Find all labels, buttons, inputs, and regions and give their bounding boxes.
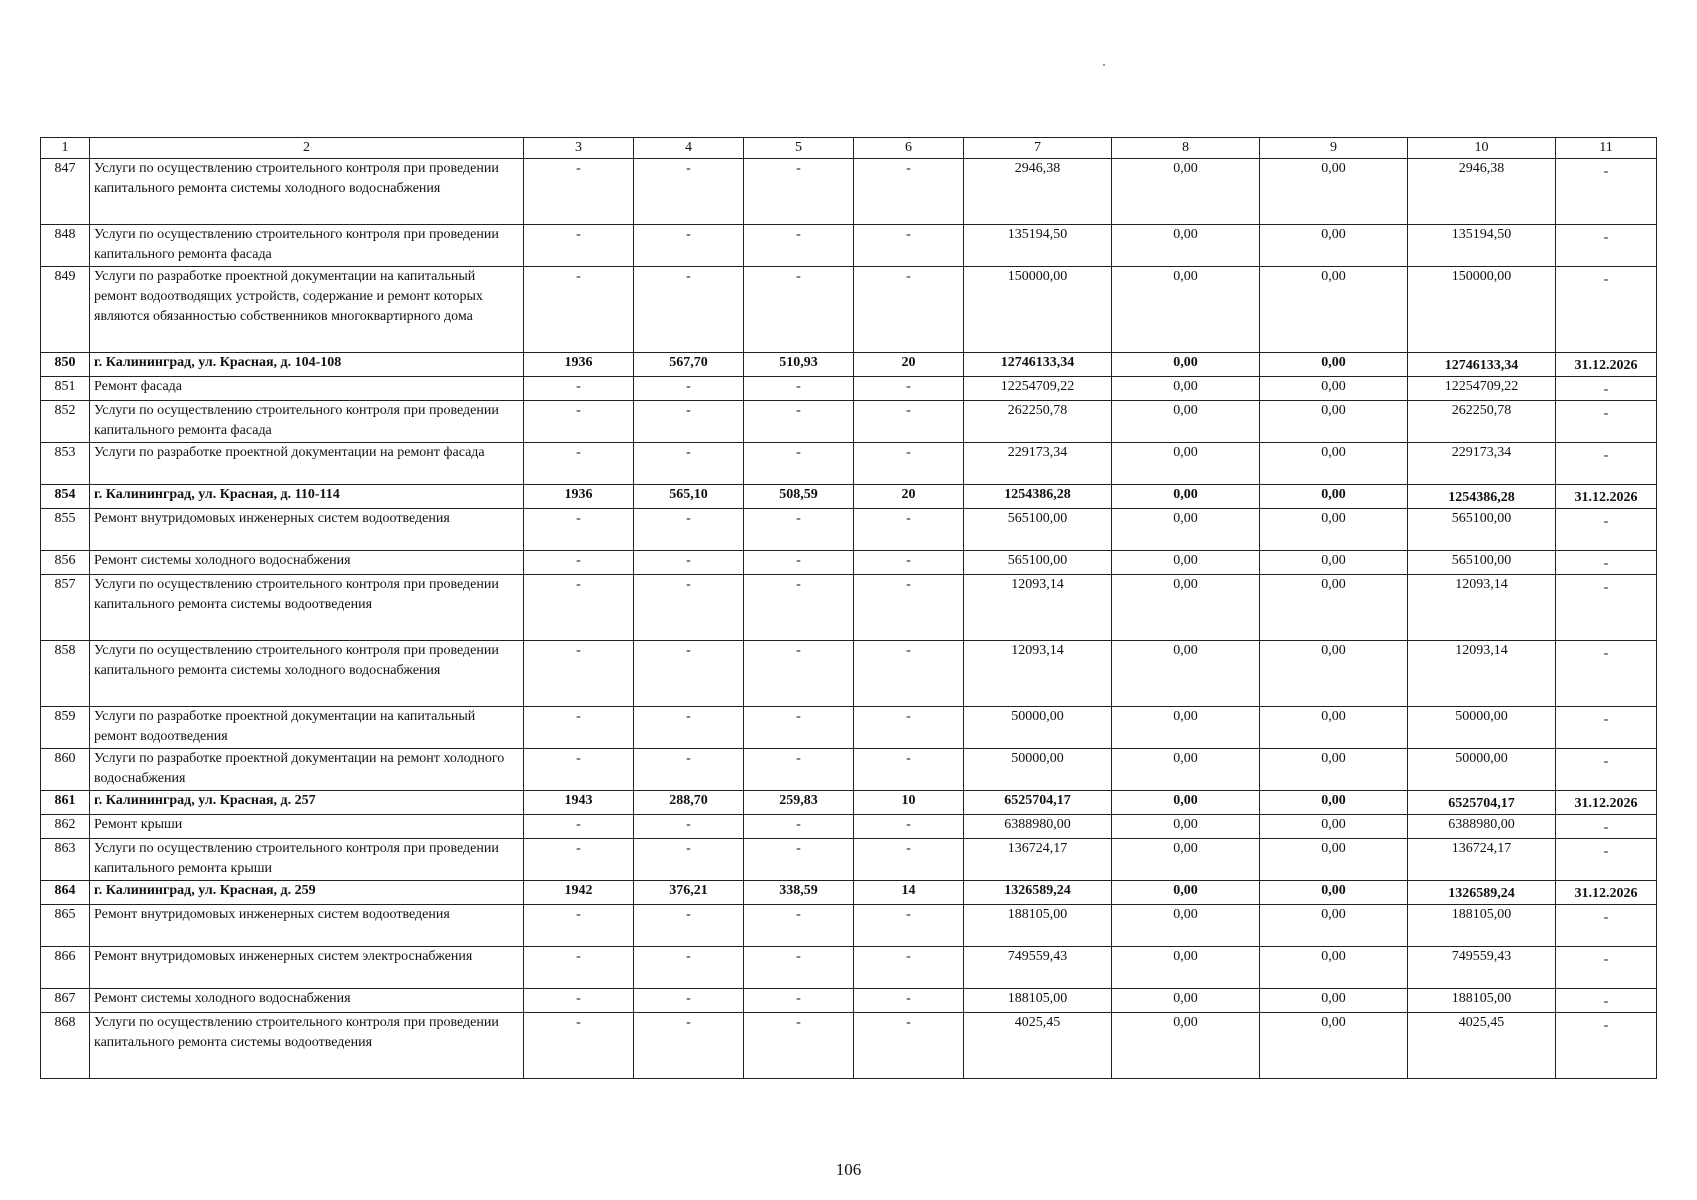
col10-owner-funds: 135194,50 [1408, 225, 1556, 267]
col3-year: - [524, 551, 634, 575]
row-description: Услуги по осуществлению строительного контроля при проведении капитального ремонта системы холодного водоснабжения [90, 159, 524, 225]
col4-area-total: - [634, 575, 744, 641]
col5-area-living: - [744, 551, 854, 575]
col9-regional: 0,00 [1260, 1013, 1408, 1079]
col5-area-living: - [744, 641, 854, 707]
col6-residents: - [854, 225, 964, 267]
address-row [41, 485, 1657, 509]
col8-federal: 0,00 [1112, 377, 1260, 401]
col4-area-total: - [634, 159, 744, 225]
col10-owner-funds: 229173,34 [1408, 443, 1556, 485]
col8-federal: 0,00 [1112, 401, 1260, 443]
row-description: Ремонт фасада [90, 377, 524, 401]
column-header: 10 [1408, 138, 1556, 159]
col3-year: - [524, 989, 634, 1013]
work-row [41, 159, 1657, 225]
row-description: Ремонт внутридомовых инженерных систем водоотведения [90, 905, 524, 947]
col8-federal: 0,00 [1112, 575, 1260, 641]
col7-total-cost: 229173,34 [964, 443, 1112, 485]
col3-year: - [524, 159, 634, 225]
col7-total-cost: 50000,00 [964, 707, 1112, 749]
row-number: 848 [41, 225, 90, 267]
row-number: 863 [41, 839, 90, 881]
col3-year: - [524, 377, 634, 401]
col4-area-total: - [634, 1013, 744, 1079]
work-row [41, 947, 1657, 989]
col10-owner-funds: 12746133,34 [1408, 353, 1556, 377]
col11-deadline: - [1556, 839, 1657, 881]
col8-federal: 0,00 [1112, 707, 1260, 749]
col9-regional: 0,00 [1260, 989, 1408, 1013]
work-row [41, 401, 1657, 443]
column-header: 4 [634, 138, 744, 159]
col4-area-total: 567,70 [634, 353, 744, 377]
row-description: Ремонт системы холодного водоснабжения [90, 989, 524, 1013]
col9-regional: 0,00 [1260, 947, 1408, 989]
work-row [41, 989, 1657, 1013]
work-row [41, 749, 1657, 791]
col10-owner-funds: 188105,00 [1408, 905, 1556, 947]
col7-total-cost: 12093,14 [964, 641, 1112, 707]
col8-federal: 0,00 [1112, 509, 1260, 551]
col10-owner-funds: 6525704,17 [1408, 791, 1556, 815]
col9-regional: 0,00 [1260, 839, 1408, 881]
col11-deadline: - [1556, 707, 1657, 749]
col7-total-cost: 136724,17 [964, 839, 1112, 881]
row-number: 859 [41, 707, 90, 749]
col8-federal: 0,00 [1112, 443, 1260, 485]
address-row [41, 791, 1657, 815]
row-description: г. Калининград, ул. Красная, д. 257 [90, 791, 524, 815]
col6-residents: - [854, 749, 964, 791]
col3-year: - [524, 225, 634, 267]
work-row [41, 1013, 1657, 1079]
col11-deadline: - [1556, 377, 1657, 401]
col6-residents: - [854, 839, 964, 881]
col7-total-cost: 188105,00 [964, 989, 1112, 1013]
col4-area-total: - [634, 641, 744, 707]
col5-area-living: - [744, 815, 854, 839]
col11-deadline: - [1556, 641, 1657, 707]
col9-regional: 0,00 [1260, 267, 1408, 353]
col4-area-total: - [634, 377, 744, 401]
col5-area-living: 338,59 [744, 881, 854, 905]
col8-federal: 0,00 [1112, 641, 1260, 707]
col8-federal: 0,00 [1112, 839, 1260, 881]
col10-owner-funds: 50000,00 [1408, 707, 1556, 749]
row-description: Услуги по разработке проектной документации на капитальный ремонт водоотведения [90, 707, 524, 749]
col5-area-living: - [744, 377, 854, 401]
col9-regional: 0,00 [1260, 551, 1408, 575]
row-number: 855 [41, 509, 90, 551]
row-description: г. Калининград, ул. Красная, д. 110-114 [90, 485, 524, 509]
work-row [41, 225, 1657, 267]
work-row [41, 707, 1657, 749]
col11-deadline: - [1556, 575, 1657, 641]
col7-total-cost: 12093,14 [964, 575, 1112, 641]
col4-area-total: - [634, 443, 744, 485]
col6-residents: 20 [854, 353, 964, 377]
row-description: Ремонт внутридомовых инженерных систем электроснабжения [90, 947, 524, 989]
col3-year: 1936 [524, 353, 634, 377]
work-row [41, 641, 1657, 707]
column-header: 6 [854, 138, 964, 159]
row-description: Услуги по осуществлению строительного контроля при проведении капитального ремонта системы холодного водоснабжения [90, 641, 524, 707]
row-number: 847 [41, 159, 90, 225]
col7-total-cost: 1254386,28 [964, 485, 1112, 509]
col11-deadline: - [1556, 509, 1657, 551]
row-description: Услуги по разработке проектной документации на ремонт фасада [90, 443, 524, 485]
col10-owner-funds: 50000,00 [1408, 749, 1556, 791]
col4-area-total: - [634, 839, 744, 881]
col11-deadline: 31.12.2026 [1556, 353, 1657, 377]
row-number: 852 [41, 401, 90, 443]
row-number: 850 [41, 353, 90, 377]
col3-year: - [524, 839, 634, 881]
row-description: г. Калининград, ул. Красная, д. 104-108 [90, 353, 524, 377]
col10-owner-funds: 6388980,00 [1408, 815, 1556, 839]
col9-regional: 0,00 [1260, 815, 1408, 839]
col8-federal: 0,00 [1112, 551, 1260, 575]
col4-area-total: - [634, 905, 744, 947]
col6-residents: 10 [854, 791, 964, 815]
col11-deadline: - [1556, 225, 1657, 267]
col8-federal: 0,00 [1112, 881, 1260, 905]
col10-owner-funds: 150000,00 [1408, 267, 1556, 353]
col7-total-cost: 6388980,00 [964, 815, 1112, 839]
page-number: 106 [835, 1160, 862, 1179]
row-number: 853 [41, 443, 90, 485]
col11-deadline: - [1556, 443, 1657, 485]
col5-area-living: - [744, 707, 854, 749]
col6-residents: - [854, 159, 964, 225]
col8-federal: 0,00 [1112, 225, 1260, 267]
column-header: 11 [1556, 138, 1657, 159]
col9-regional: 0,00 [1260, 707, 1408, 749]
register-table-container [40, 137, 1656, 1079]
col8-federal: 0,00 [1112, 749, 1260, 791]
column-header: 3 [524, 138, 634, 159]
column-number-row [41, 138, 1657, 159]
column-header: 1 [41, 138, 90, 159]
row-description: Услуги по разработке проектной документации на капитальный ремонт водоотводящих устройств, содержание и ремонт которых являются обязанностью собственников многоквартирного дома [90, 267, 524, 353]
col4-area-total: - [634, 989, 744, 1013]
col5-area-living: - [744, 267, 854, 353]
col7-total-cost: 50000,00 [964, 749, 1112, 791]
row-description: Услуги по осуществлению строительного контроля при проведении капитального ремонта фасада [90, 225, 524, 267]
work-row [41, 551, 1657, 575]
col9-regional: 0,00 [1260, 225, 1408, 267]
row-description: Услуги по осуществлению строительного контроля при проведении капитального ремонта системы водоотведения [90, 575, 524, 641]
col8-federal: 0,00 [1112, 815, 1260, 839]
col10-owner-funds: 1254386,28 [1408, 485, 1556, 509]
col10-owner-funds: 565100,00 [1408, 509, 1556, 551]
work-row [41, 575, 1657, 641]
col11-deadline: - [1556, 947, 1657, 989]
col7-total-cost: 749559,43 [964, 947, 1112, 989]
col9-regional: 0,00 [1260, 791, 1408, 815]
row-number: 865 [41, 905, 90, 947]
col6-residents: - [854, 377, 964, 401]
col8-federal: 0,00 [1112, 485, 1260, 509]
col4-area-total: - [634, 947, 744, 989]
col4-area-total: - [634, 749, 744, 791]
col5-area-living: - [744, 1013, 854, 1079]
col4-area-total: - [634, 401, 744, 443]
row-description: Ремонт крыши [90, 815, 524, 839]
work-row [41, 443, 1657, 485]
col10-owner-funds: 12254709,22 [1408, 377, 1556, 401]
col5-area-living: - [744, 509, 854, 551]
col8-federal: 0,00 [1112, 267, 1260, 353]
col9-regional: 0,00 [1260, 749, 1408, 791]
col9-regional: 0,00 [1260, 377, 1408, 401]
col3-year: - [524, 443, 634, 485]
col11-deadline: - [1556, 159, 1657, 225]
col4-area-total: 565,10 [634, 485, 744, 509]
col7-total-cost: 565100,00 [964, 551, 1112, 575]
row-number: 851 [41, 377, 90, 401]
scan-speck [1103, 64, 1105, 66]
column-header: 9 [1260, 138, 1408, 159]
col9-regional: 0,00 [1260, 159, 1408, 225]
column-header: 7 [964, 138, 1112, 159]
col10-owner-funds: 12093,14 [1408, 575, 1556, 641]
col5-area-living: - [744, 401, 854, 443]
table-body [41, 138, 1657, 1079]
col10-owner-funds: 188105,00 [1408, 989, 1556, 1013]
col11-deadline: - [1556, 905, 1657, 947]
col10-owner-funds: 1326589,24 [1408, 881, 1556, 905]
column-header: 5 [744, 138, 854, 159]
col3-year: - [524, 749, 634, 791]
col5-area-living: - [744, 225, 854, 267]
col9-regional: 0,00 [1260, 881, 1408, 905]
register-table [40, 137, 1657, 1079]
col6-residents: - [854, 947, 964, 989]
col3-year: - [524, 947, 634, 989]
col4-area-total: - [634, 509, 744, 551]
row-number: 864 [41, 881, 90, 905]
col11-deadline: - [1556, 401, 1657, 443]
col5-area-living: - [744, 905, 854, 947]
row-description: Услуги по осуществлению строительного контроля при проведении капитального ремонта системы водоотведения [90, 1013, 524, 1079]
col6-residents: - [854, 267, 964, 353]
col6-residents: - [854, 575, 964, 641]
row-number: 861 [41, 791, 90, 815]
row-number: 849 [41, 267, 90, 353]
col5-area-living: - [744, 947, 854, 989]
col6-residents: - [854, 905, 964, 947]
row-description: Ремонт системы холодного водоснабжения [90, 551, 524, 575]
col9-regional: 0,00 [1260, 485, 1408, 509]
col7-total-cost: 12254709,22 [964, 377, 1112, 401]
col3-year: - [524, 401, 634, 443]
col3-year: - [524, 905, 634, 947]
col10-owner-funds: 565100,00 [1408, 551, 1556, 575]
col5-area-living: 510,93 [744, 353, 854, 377]
col3-year: 1942 [524, 881, 634, 905]
col7-total-cost: 150000,00 [964, 267, 1112, 353]
col3-year: - [524, 267, 634, 353]
row-number: 862 [41, 815, 90, 839]
row-description: Услуги по осуществлению строительного контроля при проведении капитального ремонта фасада [90, 401, 524, 443]
col3-year: 1936 [524, 485, 634, 509]
col10-owner-funds: 749559,43 [1408, 947, 1556, 989]
col6-residents: - [854, 707, 964, 749]
col9-regional: 0,00 [1260, 905, 1408, 947]
col5-area-living: - [744, 159, 854, 225]
col7-total-cost: 2946,38 [964, 159, 1112, 225]
col4-area-total: - [634, 815, 744, 839]
col6-residents: - [854, 641, 964, 707]
work-row [41, 839, 1657, 881]
col4-area-total: 376,21 [634, 881, 744, 905]
col6-residents: - [854, 815, 964, 839]
col7-total-cost: 262250,78 [964, 401, 1112, 443]
work-row [41, 267, 1657, 353]
col6-residents: - [854, 401, 964, 443]
col10-owner-funds: 12093,14 [1408, 641, 1556, 707]
col8-federal: 0,00 [1112, 989, 1260, 1013]
col5-area-living: 259,83 [744, 791, 854, 815]
col9-regional: 0,00 [1260, 401, 1408, 443]
column-header: 8 [1112, 138, 1260, 159]
col8-federal: 0,00 [1112, 791, 1260, 815]
col10-owner-funds: 2946,38 [1408, 159, 1556, 225]
row-description: г. Калининград, ул. Красная, д. 259 [90, 881, 524, 905]
col4-area-total: 288,70 [634, 791, 744, 815]
col5-area-living: - [744, 749, 854, 791]
col3-year: - [524, 509, 634, 551]
col9-regional: 0,00 [1260, 509, 1408, 551]
col11-deadline: - [1556, 551, 1657, 575]
col7-total-cost: 1326589,24 [964, 881, 1112, 905]
col4-area-total: - [634, 267, 744, 353]
col4-area-total: - [634, 225, 744, 267]
col5-area-living: - [744, 443, 854, 485]
col4-area-total: - [634, 707, 744, 749]
address-row [41, 353, 1657, 377]
col5-area-living: - [744, 989, 854, 1013]
col11-deadline: - [1556, 1013, 1657, 1079]
col6-residents: - [854, 509, 964, 551]
work-row [41, 815, 1657, 839]
work-row [41, 905, 1657, 947]
col11-deadline: 31.12.2026 [1556, 791, 1657, 815]
col6-residents: - [854, 989, 964, 1013]
col11-deadline: - [1556, 267, 1657, 353]
col8-federal: 0,00 [1112, 353, 1260, 377]
col7-total-cost: 6525704,17 [964, 791, 1112, 815]
col3-year: - [524, 641, 634, 707]
col7-total-cost: 12746133,34 [964, 353, 1112, 377]
col6-residents: - [854, 443, 964, 485]
col3-year: - [524, 1013, 634, 1079]
row-description: Услуги по осуществлению строительного контроля при проведении капитального ремонта крыши [90, 839, 524, 881]
row-description: Ремонт внутридомовых инженерных систем водоотведения [90, 509, 524, 551]
col9-regional: 0,00 [1260, 575, 1408, 641]
col10-owner-funds: 136724,17 [1408, 839, 1556, 881]
col7-total-cost: 135194,50 [964, 225, 1112, 267]
col9-regional: 0,00 [1260, 443, 1408, 485]
work-row [41, 377, 1657, 401]
row-number: 868 [41, 1013, 90, 1079]
row-number: 867 [41, 989, 90, 1013]
row-description: Услуги по разработке проектной документации на ремонт холодного водоснабжения [90, 749, 524, 791]
col4-area-total: - [634, 551, 744, 575]
col7-total-cost: 565100,00 [964, 509, 1112, 551]
col7-total-cost: 4025,45 [964, 1013, 1112, 1079]
col9-regional: 0,00 [1260, 641, 1408, 707]
address-row [41, 881, 1657, 905]
col8-federal: 0,00 [1112, 947, 1260, 989]
col6-residents: 20 [854, 485, 964, 509]
work-row [41, 509, 1657, 551]
row-number: 860 [41, 749, 90, 791]
row-number: 858 [41, 641, 90, 707]
col5-area-living: 508,59 [744, 485, 854, 509]
col11-deadline: - [1556, 815, 1657, 839]
col9-regional: 0,00 [1260, 353, 1408, 377]
col8-federal: 0,00 [1112, 1013, 1260, 1079]
row-number: 856 [41, 551, 90, 575]
col6-residents: - [854, 551, 964, 575]
row-number: 854 [41, 485, 90, 509]
col3-year: 1943 [524, 791, 634, 815]
row-number: 857 [41, 575, 90, 641]
col3-year: - [524, 815, 634, 839]
col10-owner-funds: 262250,78 [1408, 401, 1556, 443]
col3-year: - [524, 707, 634, 749]
col11-deadline: - [1556, 749, 1657, 791]
col10-owner-funds: 4025,45 [1408, 1013, 1556, 1079]
col5-area-living: - [744, 575, 854, 641]
col11-deadline: 31.12.2026 [1556, 881, 1657, 905]
col11-deadline: 31.12.2026 [1556, 485, 1657, 509]
col6-residents: - [854, 1013, 964, 1079]
column-header: 2 [90, 138, 524, 159]
col7-total-cost: 188105,00 [964, 905, 1112, 947]
col5-area-living: - [744, 839, 854, 881]
col8-federal: 0,00 [1112, 905, 1260, 947]
col3-year: - [524, 575, 634, 641]
col8-federal: 0,00 [1112, 159, 1260, 225]
col6-residents: 14 [854, 881, 964, 905]
col11-deadline: - [1556, 989, 1657, 1013]
row-number: 866 [41, 947, 90, 989]
